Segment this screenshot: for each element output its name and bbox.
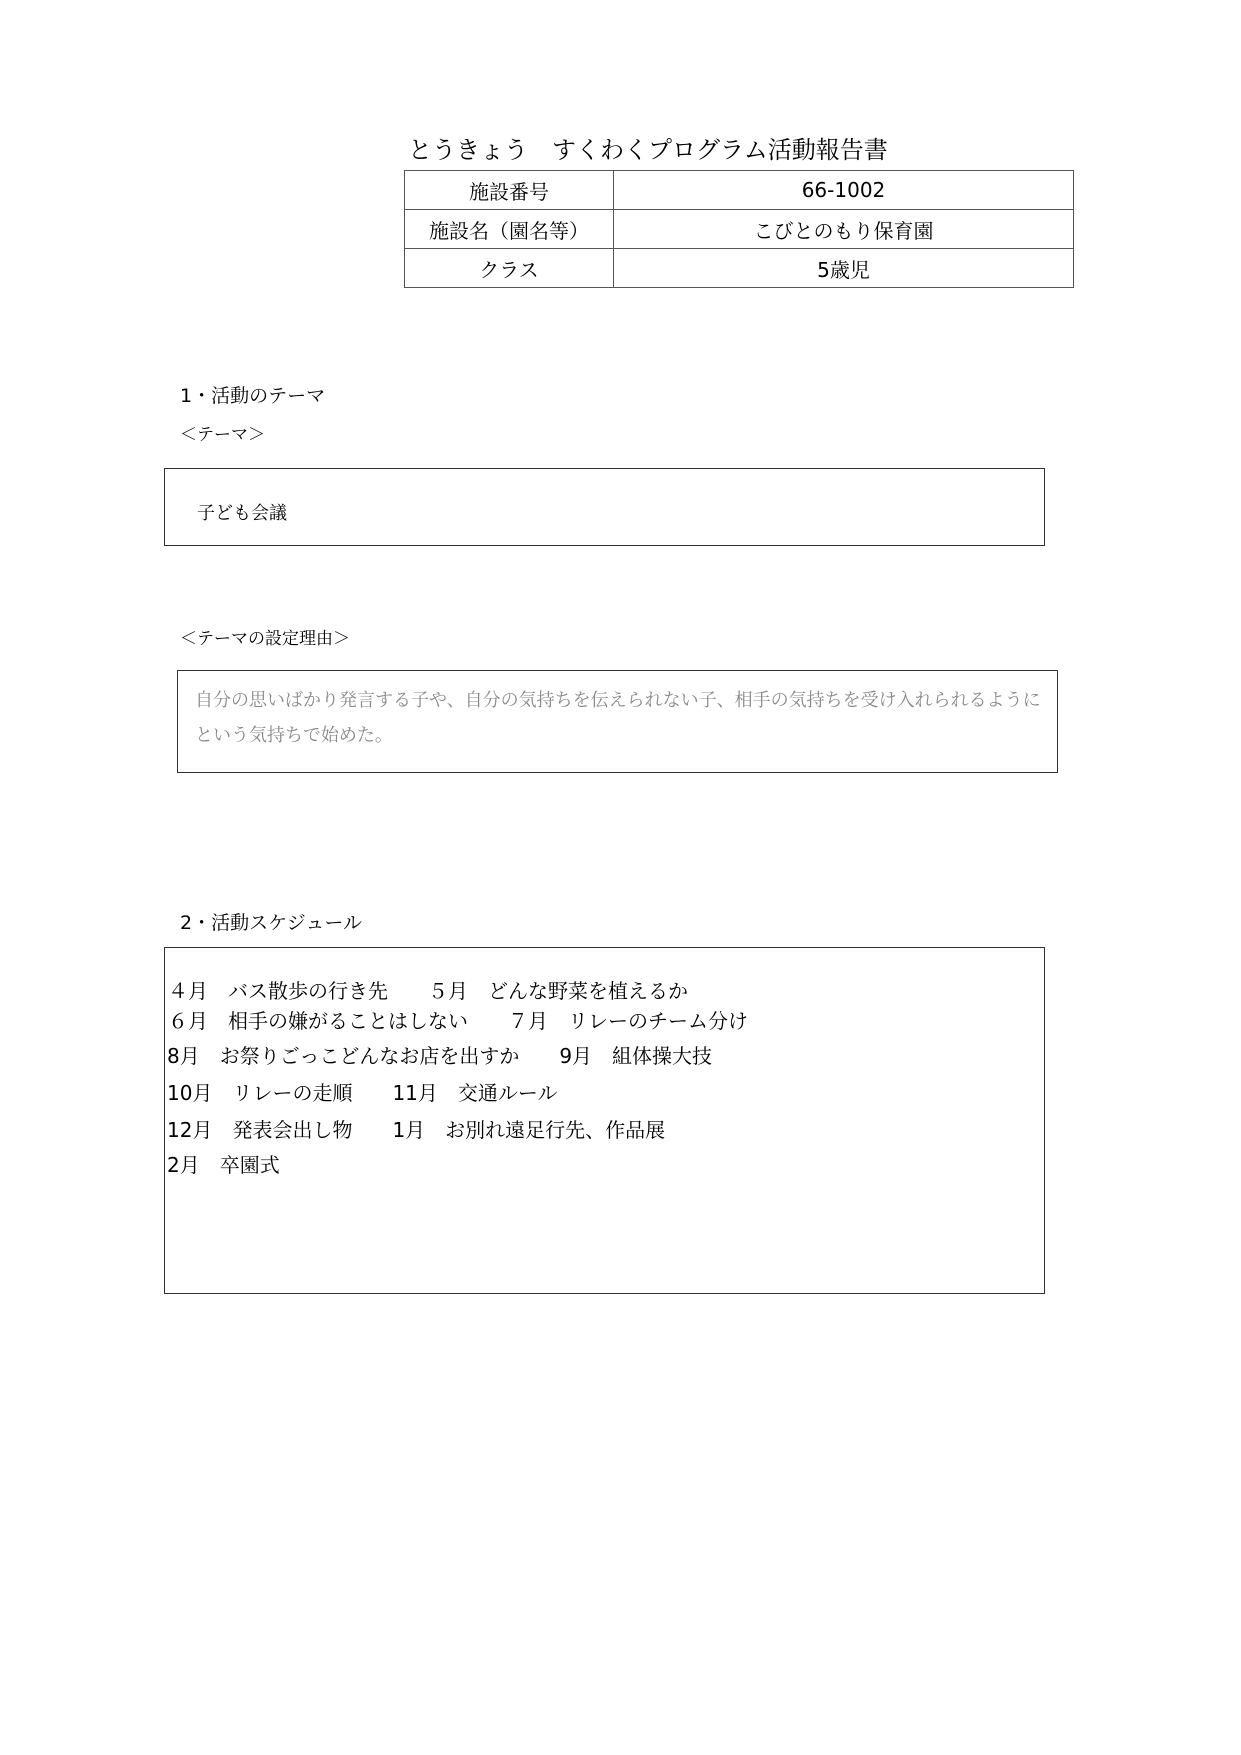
theme-reason-box [177, 670, 1058, 773]
schedule-box [164, 947, 1045, 1294]
theme-reason-text: 自分の思いばかり発言する子や、自分の気持ちを伝えられない子、相手の気持ちを受け入れられるようにという気持ちで始めた。 [195, 690, 1041, 746]
facility-number-value: 66-1002 [614, 171, 1074, 210]
schedule-line: 2月 卒園式 [167, 1153, 280, 1177]
schedule-line: 12月 発表会出し物 1月 お別れ遠足行先、作品展 [167, 1118, 666, 1142]
schedule-line: ６月 相手の嫌がることはしない ７月 リレーのチーム分け [168, 1009, 748, 1033]
theme-box [164, 468, 1045, 546]
table-row [405, 249, 1074, 288]
table-row [405, 210, 1074, 249]
document-title: とうきょう すくわくプログラム活動報告書 [408, 136, 888, 164]
section2-heading: 2・活動スケジュール [180, 912, 362, 934]
facility-info-table [404, 170, 1074, 288]
section1-heading: 1・活動のテーマ [180, 385, 326, 407]
class-value: 5歳児 [614, 249, 1074, 288]
class-label: クラス [405, 249, 614, 288]
schedule-line: 8月 お祭りごっこどんなお店を出すか 9月 組体操大技 [167, 1044, 713, 1068]
theme-label: ＜テーマ＞ [180, 425, 265, 445]
table-row [405, 171, 1074, 210]
schedule-line: ４月 バス散歩の行き先 ５月 どんな野菜を植えるか [168, 979, 688, 1003]
facility-name-label: 施設名（園名等） [405, 210, 614, 249]
facility-number-label: 施設番号 [405, 171, 614, 210]
theme-reason-label: ＜テーマの設定理由＞ [180, 629, 350, 649]
facility-name-value: こびとのもり保育園 [614, 210, 1074, 249]
schedule-line: 10月 リレーの走順 11月 交通ルール [167, 1081, 558, 1105]
theme-text: 子ども会議 [197, 503, 287, 524]
